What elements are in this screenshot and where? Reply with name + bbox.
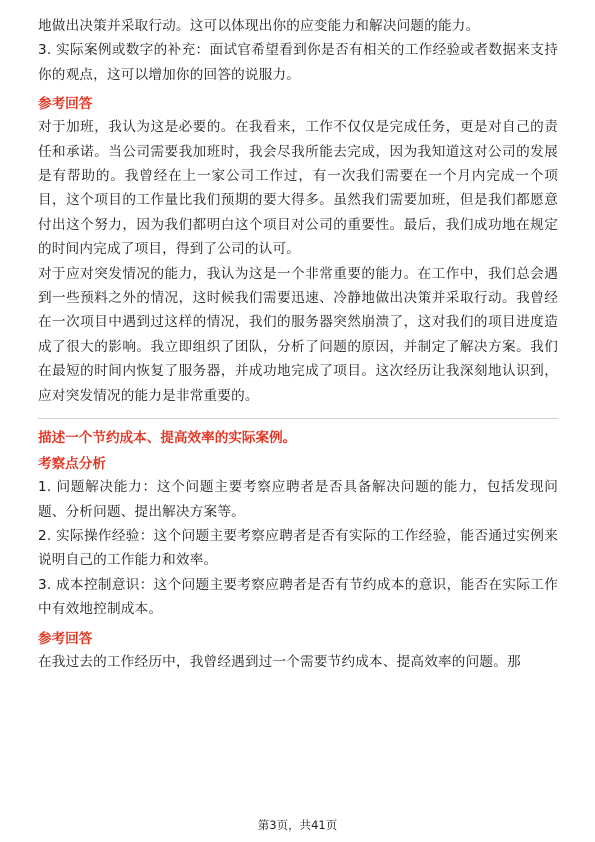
analysis-heading: 考察点分析 xyxy=(38,456,106,473)
document-page xyxy=(38,14,558,674)
analysis-point-3: 3. 成本控制意识：这个问题主要考察应聘者是否有节约成本的意识，能否在实际工作中有效地控制成本。 xyxy=(38,576,558,618)
reference-answer-heading: 参考回答 xyxy=(38,96,93,113)
intro-line-continued: 地做出决策并采取行动。这可以体现出你的应变能力和解决问题的能力。 xyxy=(38,18,480,34)
reference-answer-heading-2: 参考回答 xyxy=(38,630,93,647)
answer-paragraph-2: 对于应对突发情况的能力，我认为这是一个非常重要的能力。在工作中，我们总会遇到一些预料之外的情况，这时候我们需要迅速、冷静地做出决策并采取行动。我曾经在一次项目中遇到过这样的情况，我们的服务器突然崩溃了，这对我们的项目进度造成了很大的影响。我立即组织了团队，分析了问题的原因，并制定了解决方案。我们在最短的时间内恢复了服务器，并成功地完成了项目。这次经历让我深刻地认识到，应对突发情况的能力是非常重要的。 xyxy=(38,265,558,404)
intro-point-3: 3. 实际案例或数字的补充：面试官希望看到你是否有相关的工作经验或者数据来支持你的观点，这可以增加你的回答的说服力。 xyxy=(38,42,558,83)
question-title: 描述一个节约成本、提高效率的实际案例。 xyxy=(38,430,297,447)
section-divider xyxy=(38,418,558,419)
answer-start-paragraph: 在我过去的工作经历中，我曾经遇到过一个需要节约成本、提高效率的问题。那 xyxy=(38,653,521,670)
analysis-point-2: 2. 实际操作经验：这个问题主要考察应聘者是否有实际的工作经验，能否通过实例来说明自己的工作能力和效率。 xyxy=(38,527,558,569)
answer-paragraph-1: 对于加班，我认为这是必要的。在我看来，工作不仅仅是完成任务，更是对自己的责任和承诺。当公司需要我加班时，我会尽我所能去完成，因为我知道这对公司的发展是有帮助的。我曾经在上一家公司工作过，有一次我们需要在一个月内完成一个项目，这个项目的工作量比我们预期的要大得多。虽然我们需要加班，但是我们都愿意付出这个努力，因为我们都明白这个项目对公司的重要性。最后，我们成功地在规定的时间内完成了项目，得到了公司的认可。 xyxy=(38,119,558,258)
page-footer: 第3页，共41页 xyxy=(257,818,338,832)
analysis-point-1: 1. 问题解决能力：这个问题主要考察应聘者是否具备解决问题的能力，包括发现问题、分析问题、提出解决方案等。 xyxy=(38,479,558,520)
